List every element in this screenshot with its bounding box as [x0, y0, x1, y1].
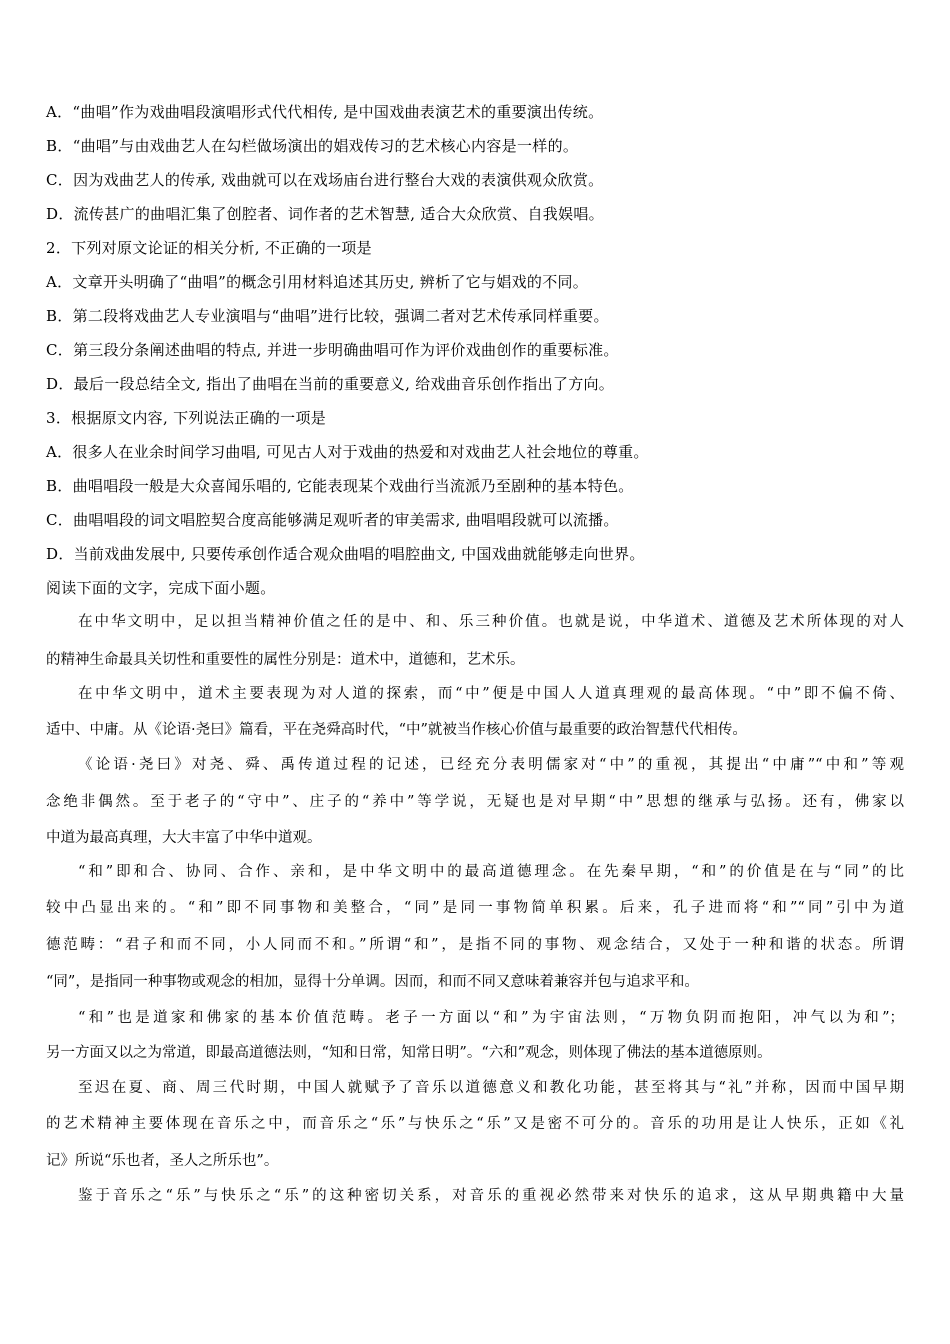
passage-line: 适中、中庸。从《论语·尧曰》篇看，平在尧舜高时代，“中”就被当作核心价值与最重要的政治智慧代代相传。: [46, 722, 747, 738]
passage-line: 较中凸显出来的。“和”即不同事物和美整合，“同”是同一事物简单积累。后来，孔子进而将“和”“同”引中为道: [46, 900, 904, 916]
q3-option-a: A．很多人在业余时间学习曲唱, 可见古人对于戏曲的热爱和对戏曲艺人社会地位的尊重。: [46, 443, 649, 461]
passage-line: “同”，是指同一种事物或观念的相加，显得十分单调。因而，和而不同又意味着兼容并包与追求平和。: [46, 974, 699, 990]
q1-option-b: B．“曲唱”与由戏曲艺人在勾栏做场演出的娼戏传习的艺术核心内容是一样的。: [46, 137, 579, 155]
q1-option-d: D．流传甚广的曲唱汇集了创腔者、词作者的艺术智慧, 适合大众欣赏、自我娱唱。: [46, 205, 604, 223]
passage-line: 记》所说“乐也者，圣人之所乐也”。: [46, 1153, 279, 1169]
passage-line: “和”也是道家和佛家的基本价值范畴。老子一方面以“和”为宇宙法则，“万物负阴而抱阳，冲气以为和”；: [78, 1010, 904, 1026]
q2-stem: 2．下列对原文论证的相关分析, 不正确的一项是: [46, 239, 372, 257]
q3-option-d: D．当前戏曲发展中, 只要传承创作适合观众曲唱的唱腔曲文, 中国戏曲就能够走向世界。: [46, 545, 645, 563]
passage-line: 念绝非偶然。至于老子的“守中”、庄子的“养中”等学说，无疑也是对早期“中”思想的继承与弘扬。还有，佛家以: [46, 794, 904, 810]
q1-option-a: A．“曲唱”作为戏曲唱段演唱形式代代相传, 是中国戏曲表演艺术的重要演出传统。: [46, 103, 604, 121]
q2-option-d: D．最后一段总结全文, 指出了曲唱在当前的重要意义, 给戏曲音乐创作指出了方向。: [46, 375, 615, 393]
q2-option-c: C．第三段分条阐述曲唱的特点, 并进一步明确曲唱可作为评价戏曲创作的重要标准。: [46, 341, 619, 359]
reading-instruction: 阅读下面的文字，完成下面小题。: [46, 579, 276, 597]
passage-line: 的精神生命最具关切性和重要性的属性分别是：道术中，道德和，艺术乐。: [46, 652, 525, 668]
passage-line: “和”即和合、协同、合作、亲和，是中华文明中的最高道德理念。在先秦早期，“和”的价值是在与“同”的比: [78, 864, 904, 880]
passage-line: 德范畴：“君子和而不同，小人同而不和。”所谓“和”，是指不同的事物、观念结合，又处于一种和谐的状态。所谓: [46, 937, 904, 953]
q1-option-c: C．因为戏曲艺人的传承, 戏曲就可以在戏场庙台进行整台大戏的表演供观众欣赏。: [46, 171, 604, 189]
passage-line: 的艺术精神主要体现在音乐之中，而音乐之“乐”与快乐之“乐”又是密不可分的。音乐的功用是让人快乐，正如《礼: [46, 1116, 904, 1132]
q3-option-b: B．曲唱唱段一般是大众喜闻乐唱的, 它能表现某个戏曲行当流派乃至剧种的基本特色。: [46, 477, 634, 495]
passage-line: 《论语·尧曰》对尧、舜、禹传道过程的记述，已经充分表明儒家对“中”的重视，其提出“中庸”“中和”等观: [78, 757, 904, 773]
passage-line: 鉴于音乐之“乐”与快乐之“乐”的这种密切关系，对音乐的重视必然带来对快乐的追求，这从早期典籍中大量: [78, 1188, 904, 1204]
q3-option-c: C．曲唱唱段的词文唱腔契合度高能够满足观听者的审美需求, 曲唱唱段就可以流播。: [46, 511, 619, 529]
passage-line: 另一方面又以之为常道，即最高道德法则，“知和日常，知常日明”。“六和”观念，则体现了佛法的基本道德原则。: [46, 1045, 772, 1061]
passage-line: 在中华文明中，足以担当精神价值之任的是中、和、乐三种价值。也就是说，中华道术、道德及艺术所体现的对人: [78, 614, 904, 630]
q2-option-b: B．第二段将戏曲艺人专业演唱与“曲唱”进行比较，强调二者对艺术传承同样重要。: [46, 307, 609, 325]
q3-stem: 3．根据原文内容, 下列说法正确的一项是: [46, 409, 327, 427]
passage-line: 中道为最高真理，大大丰富了中华中道观。: [46, 830, 322, 846]
passage-line: 至迟在夏、商、周三代时期，中国人就赋予了音乐以道德意义和教化功能，甚至将其与“礼”并称，因而中国早期: [78, 1080, 904, 1096]
q2-option-a: A．文章开头明确了“曲唱”的概念引用材料追述其历史, 辨析了它与娼戏的不同。: [46, 273, 589, 291]
passage-line: 在中华文明中，道术主要表现为对人道的探索，而“中”便是中国人人道真理观的最高体现。“中”即不偏不倚、: [78, 686, 904, 702]
